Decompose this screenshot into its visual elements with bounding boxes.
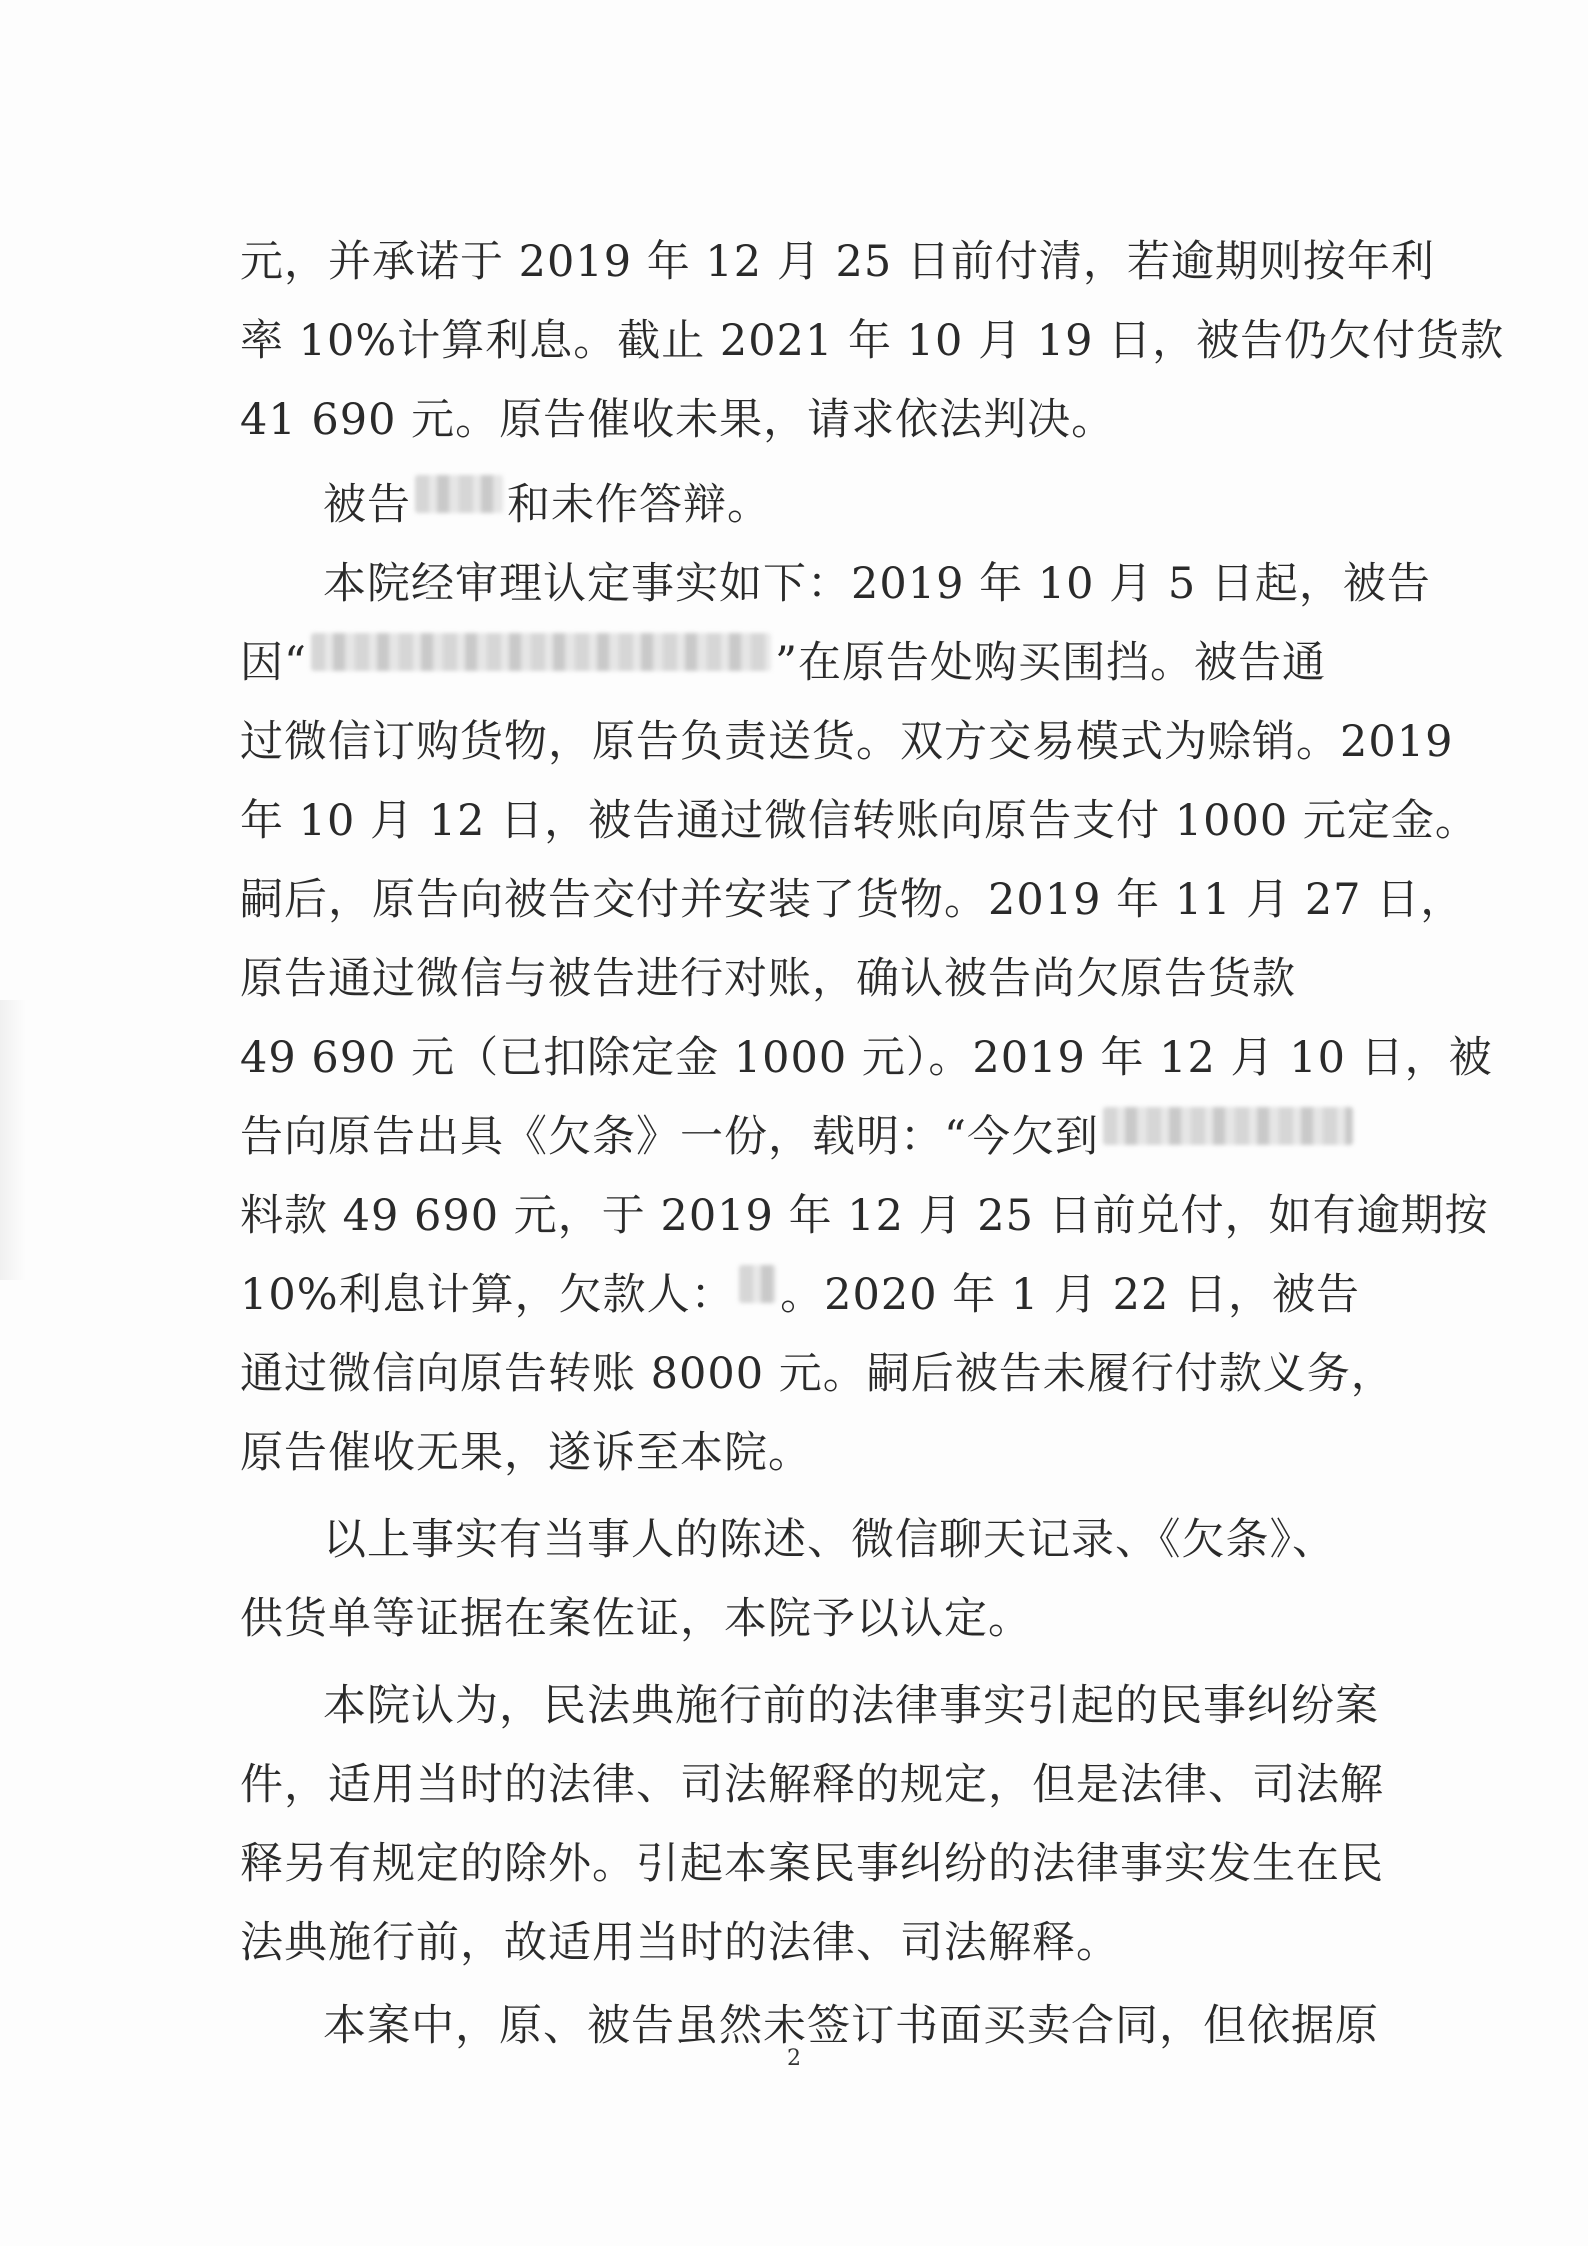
- text-line: [240, 870, 1465, 930]
- text-line: [240, 712, 1454, 772]
- text-segment: 被告: [323, 480, 411, 530]
- redacted-name: [415, 475, 503, 513]
- text-line: [240, 1913, 1360, 1973]
- text-segment: 和未作答辩。: [507, 480, 771, 530]
- text-line: [323, 1676, 1379, 1736]
- scan-shadow: [0, 1000, 26, 1280]
- text-line: [240, 633, 1360, 693]
- redacted-company: [1103, 1107, 1353, 1145]
- text-line-content: 本院经审理认定事实如下：2019 年 10 月 5 日起，被告: [323, 559, 1431, 609]
- text-line: [240, 232, 1435, 292]
- text-line: [240, 1028, 1493, 1088]
- text-line: [323, 1510, 1360, 1570]
- text-line: [240, 949, 1360, 1009]
- text-line-content: 释另有规定的除外。引起本案民事纠纷的法律事实发生在民: [240, 1839, 1384, 1889]
- text-line: [240, 1834, 1384, 1894]
- text-segment: 告向原告出具《欠条》一份，载明：“今欠到: [240, 1112, 1099, 1162]
- text-line-content: 件，适用当时的法律、司法解释的规定，但是法律、司法解: [240, 1760, 1384, 1810]
- text-line-content: 法典施行前，故适用当时的法律、司法解释。: [240, 1918, 1120, 1968]
- text-line-content: 年 10 月 12 日，被告通过微信转账向原告支付 1000 元定金。: [240, 796, 1479, 846]
- text-segment: ”在原告处购买围挡。被告通: [774, 638, 1326, 688]
- text-line-content: 原告催收无果，遂诉至本院。: [240, 1428, 812, 1478]
- text-line-content: 41 690 元。原告催收未果，请求依法判决。: [240, 395, 1116, 445]
- text-segment: 。2020 年 1 月 22 日，被告: [780, 1270, 1360, 1320]
- text-line: [240, 1344, 1395, 1404]
- text-line-content: 以上事实有当事人的陈述、微信聊天记录、《欠条》、: [323, 1515, 1336, 1565]
- text-line-content: 原告通过微信与被告进行对账，确认被告尚欠原告货款: [240, 954, 1296, 1004]
- redacted-name: [739, 1265, 777, 1303]
- text-line-content: 过微信订购货物，原告负责送货。双方交易模式为赊销。2019: [240, 717, 1454, 767]
- text-line: [240, 1755, 1384, 1815]
- text-line: [240, 1423, 1360, 1483]
- text-line-content: 本院认为，民法典施行前的法律事实引起的民事纠纷案: [323, 1681, 1379, 1731]
- text-line-content: 供货单等证据在案佐证，本院予以认定。: [240, 1594, 1032, 1644]
- text-line: [323, 475, 1360, 535]
- text-line-content: 元，并承诺于 2019 年 12 月 25 日前付清，若逾期则按年利: [240, 237, 1435, 287]
- text-line: [240, 1589, 1360, 1649]
- text-line: [240, 1107, 1360, 1167]
- text-line-content: 率 10%计算利息。截止 2021 年 10 月 19 日，被告仍欠付货款: [240, 316, 1505, 366]
- text-line: [240, 311, 1505, 371]
- text-line-content: 通过微信向原告转账 8000 元。嗣后被告未履行付款义务，: [240, 1349, 1395, 1399]
- text-line: [323, 554, 1431, 614]
- text-line: [240, 390, 1360, 450]
- text-line: [240, 1265, 1360, 1325]
- redacted-company: [311, 633, 771, 671]
- page-number: 2: [787, 2046, 801, 2071]
- text-segment: 10%利息计算，欠款人：: [240, 1270, 735, 1320]
- text-line: [240, 791, 1479, 851]
- text-line-content: 料款 49 690 元，于 2019 年 12 月 25 日前兑付，如有逾期按: [240, 1191, 1489, 1241]
- text-line-content: 49 690 元（已扣除定金 1000 元）。2019 年 12 月 10 日，被: [240, 1033, 1493, 1083]
- text-line-content: 本案中，原、被告虽然未签订书面买卖合同，但依据原: [323, 2001, 1379, 2051]
- text-line-content: 嗣后，原告向被告交付并安装了货物。2019 年 11 月 27 日，: [240, 875, 1465, 925]
- text-line: [240, 1186, 1489, 1246]
- text-segment: 因“: [240, 638, 307, 688]
